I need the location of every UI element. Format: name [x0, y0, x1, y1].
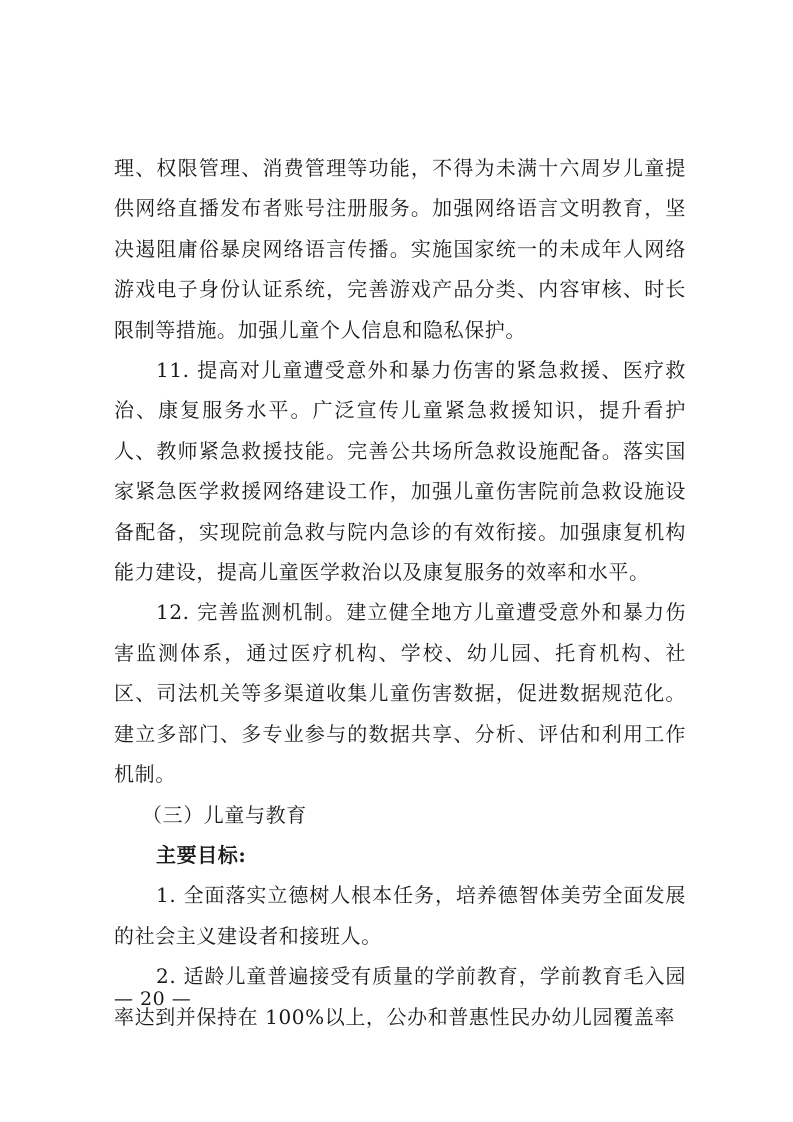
paragraph-monitoring-mechanism: 12. 完善监测机制。建立健全地方儿童遭受意外和暴力伤害监测体系，通过医疗机构、学校、幼儿园、托育机构、社区、司法机关等多渠道收集儿童伤害数据，促进数据规范化。建立多部门、多专业参与的数据共享、分析、评估和利用工作机制。	[114, 600, 686, 787]
paragraph-goal-1: 1. 全面落实立德树人根本任务，培养德智体美劳全面发展的社会主义建设者和接班人。	[114, 883, 686, 948]
document-body	[114, 148, 686, 1037]
paragraph-goal-2: 2. 适龄儿童普遍接受有质量的学前教育，学前教育毛入园率达到并保持在 100%以上，公办和普惠性民办幼儿园覆盖率	[114, 964, 686, 1029]
page-number: — 20 —	[114, 988, 192, 1010]
section-heading-education: （三）儿童与教育	[142, 802, 307, 827]
main-goals-heading: 主要目标:	[156, 842, 247, 867]
paragraph-online-protection: 理、权限管理、消费管理等功能，不得为未满十六周岁儿童提供网络直播发布者账号注册服务。加强网络语言文明教育，坚决遏阻庸俗暴戾网络语言传播。实施国家统一的未成年人网络游戏电子身份认证系统，完善游戏产品分类、内容审核、时长限制等措施。加强儿童个人信息和隐私保护。	[114, 156, 686, 342]
paragraph-emergency-rescue: 11. 提高对儿童遭受意外和暴力伤害的紧急救援、医疗救治、康复服务水平。广泛宣传儿童紧急救援知识，提升看护人、教师紧急救援技能。完善公共场所急救设施配备。落实国家紧急医学救援网络建设工作，加强儿童伤害院前急救设施设备配备，实现院前急救与院内急诊的有效衔接。加强康复机构能力建设，提高儿童医学救治以及康复服务的效率和水平。	[114, 358, 686, 585]
